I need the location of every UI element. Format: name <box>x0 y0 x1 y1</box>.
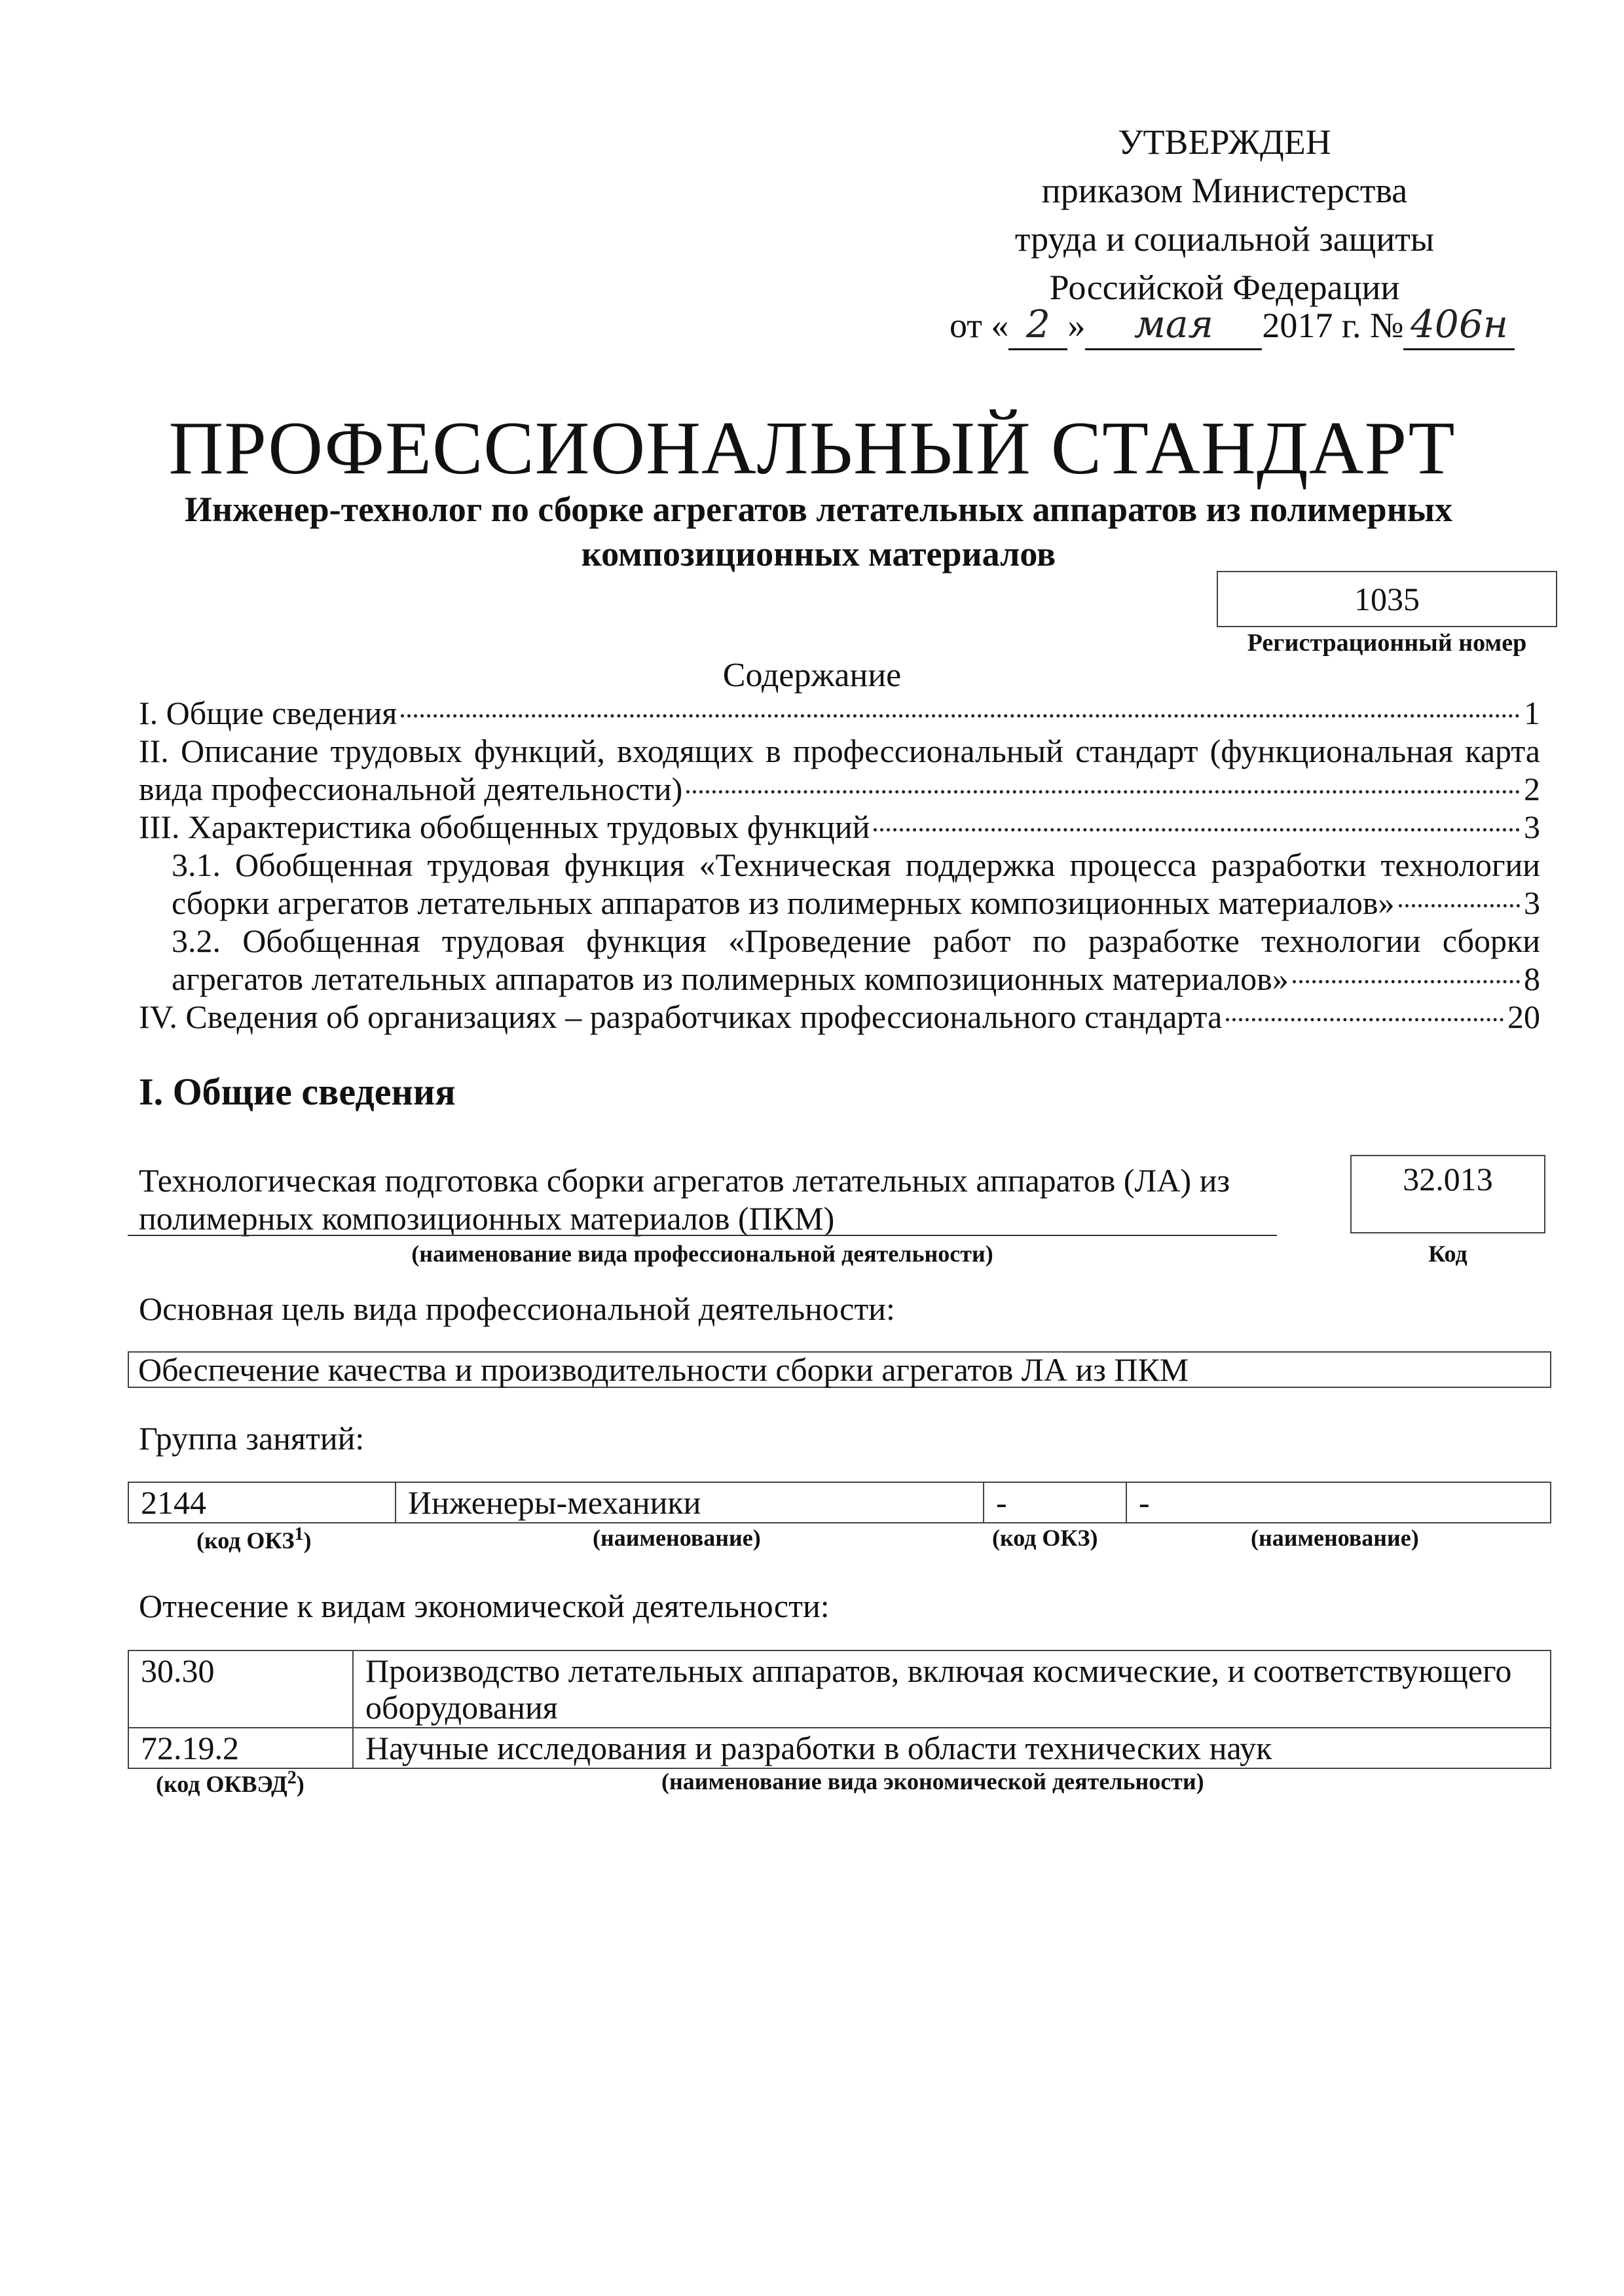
caption-text: (код ОКЗ <box>196 1527 295 1554</box>
toc-item-1-text: I. Общие сведения <box>139 695 397 731</box>
approval-line-3: труда и социальной защиты <box>1014 219 1435 259</box>
toc-item-2[interactable] <box>139 770 1540 808</box>
toc-item-3-2-line-1[interactable]: 3.2. Обобщенная трудовая функция «Проведение работ по разработке технологии сборки <box>172 922 1540 959</box>
toc-title: Содержание <box>722 657 902 694</box>
okz-name-cell: Инженеры-механики <box>396 1482 984 1523</box>
registration-number-box: 1035 <box>1217 571 1557 627</box>
okz-code-cell-2: - <box>984 1482 1126 1523</box>
footnote-ref[interactable]: 2 <box>287 1768 297 1788</box>
group-caption-code-2: (код ОКЗ) <box>992 1525 1098 1551</box>
toc-item-3-page: 3 <box>1524 809 1540 845</box>
okved-label: Отнесение к видам экономической деятельности: <box>139 1588 830 1624</box>
caption-text: (код ОКВЭД <box>156 1771 287 1797</box>
group-caption-name-2: (наименование) <box>1251 1525 1419 1551</box>
goal-text-box: Обеспечение качества и производительности сборки агрегатов ЛА из ПКМ <box>128 1351 1551 1388</box>
document-subtitle <box>118 487 1519 576</box>
date-prefix: от « <box>950 306 1009 345</box>
order-year: 2017 г. № <box>1262 306 1404 345</box>
okved-caption-name: (наименование вида экономической деятельности) <box>661 1768 1204 1795</box>
toc-item-4-page: 20 <box>1507 998 1540 1035</box>
approval-line-2: приказом Министерства <box>1041 171 1408 210</box>
registration-caption: Регистрационный номер <box>1247 629 1527 657</box>
activity-code-box: 32.013 <box>1350 1155 1545 1233</box>
activity-line-2: полимерных композиционных материалов (ПКМ) <box>139 1200 835 1237</box>
toc <box>139 694 1540 1036</box>
occupation-group-table <box>128 1482 1551 1523</box>
activity-line-1: Технологическая подготовка сборки агрегатов летательных аппаратов (ЛА) из <box>139 1162 1230 1199</box>
toc-leader <box>1226 1018 1504 1021</box>
group-caption-name: (наименование) <box>593 1525 761 1551</box>
toc-leader <box>1399 904 1520 907</box>
toc-leader <box>874 828 1520 831</box>
section-heading: I. Общие сведения <box>139 1070 456 1113</box>
toc-leader <box>401 714 1520 718</box>
table-row <box>128 1650 1551 1728</box>
order-number: 406н <box>1403 300 1515 350</box>
toc-item-3-2-page: 8 <box>1524 960 1540 997</box>
approval-line-1: УТВЕРЖДЕН <box>1118 122 1331 162</box>
toc-item-3-1-text: сборки агрегатов летательных аппаратов из полимерных композиционных материалов» <box>172 884 1395 921</box>
toc-leader <box>686 790 1520 793</box>
okved-table <box>128 1650 1551 1769</box>
toc-item-1[interactable] <box>139 694 1540 732</box>
order-day: 2 <box>1008 300 1067 350</box>
activity-caption: (наименование вида профессиональной деятельности) <box>411 1241 993 1267</box>
toc-item-4-text: IV. Сведения об организациях – разработчиках профессионального стандарта <box>139 998 1223 1035</box>
caption-text: ) <box>303 1527 312 1554</box>
document-title: ПРОФЕССИОНАЛЬНЫЙ СТАНДАРТ <box>168 407 1456 490</box>
goal-label: Основная цель вида профессиональной деятельности: <box>139 1290 895 1327</box>
subtitle-line-2: композиционных материалов <box>581 534 1056 574</box>
toc-item-2-text: вида профессиональной деятельности) <box>139 771 683 807</box>
approval-block <box>904 118 1545 312</box>
approval-line-4: Российской Федерации <box>1049 268 1400 307</box>
toc-item-3-2-text: агрегатов летательных аппаратов из полимерных композиционных материалов» <box>172 960 1289 997</box>
okved-name-line-2: оборудования <box>365 1689 558 1726</box>
table-row <box>128 1482 1551 1523</box>
toc-item-3[interactable] <box>139 808 1540 846</box>
okved-name-cell <box>353 1650 1551 1728</box>
okz-name-cell-2: - <box>1126 1482 1551 1523</box>
caption-text: ) <box>296 1771 304 1797</box>
okved-caption-code <box>156 1768 304 1798</box>
order-month: мая <box>1085 300 1262 350</box>
okved-name-line-1: Производство летательных аппаратов, включая космические, и соответствующего <box>365 1652 1512 1689</box>
activity-name <box>139 1161 1230 1237</box>
group-label: Группа занятий: <box>139 1420 365 1457</box>
order-date-line <box>950 300 1515 350</box>
toc-item-3-1-page: 3 <box>1524 884 1540 921</box>
footnote-ref[interactable]: 1 <box>294 1524 304 1544</box>
okved-code-cell: 72.19.2 <box>128 1728 353 1768</box>
subtitle-line-1: Инженер-технолог по сборке агрегатов летательных аппаратов из полимерных <box>185 490 1452 529</box>
table-row <box>128 1728 1551 1768</box>
okved-code-cell: 30.30 <box>128 1650 353 1728</box>
toc-item-2-line-1[interactable]: II. Описание трудовых функций, входящих в профессиональный стандарт (функциональная карта <box>139 733 1540 769</box>
group-caption-code <box>196 1524 312 1554</box>
okved-name-cell: Научные исследования и разработки в области технических наук <box>353 1728 1551 1768</box>
date-mid: » <box>1067 306 1086 345</box>
code-caption: Код <box>1428 1241 1467 1267</box>
activity-underline <box>128 1235 1277 1236</box>
toc-item-3-1-line-1[interactable]: 3.1. Обобщенная трудовая функция «Техническая поддержка процесса разработки технологии <box>172 847 1540 883</box>
toc-item-1-page: 1 <box>1524 695 1540 731</box>
toc-item-3-2[interactable] <box>172 960 1540 998</box>
toc-item-3-1[interactable] <box>172 884 1540 922</box>
okz-code-cell: 2144 <box>128 1482 396 1523</box>
toc-leader <box>1293 980 1520 983</box>
toc-item-2-page: 2 <box>1524 771 1540 807</box>
toc-item-4[interactable] <box>139 998 1540 1036</box>
toc-item-3-text: III. Характеристика обобщенных трудовых функций <box>139 809 870 845</box>
